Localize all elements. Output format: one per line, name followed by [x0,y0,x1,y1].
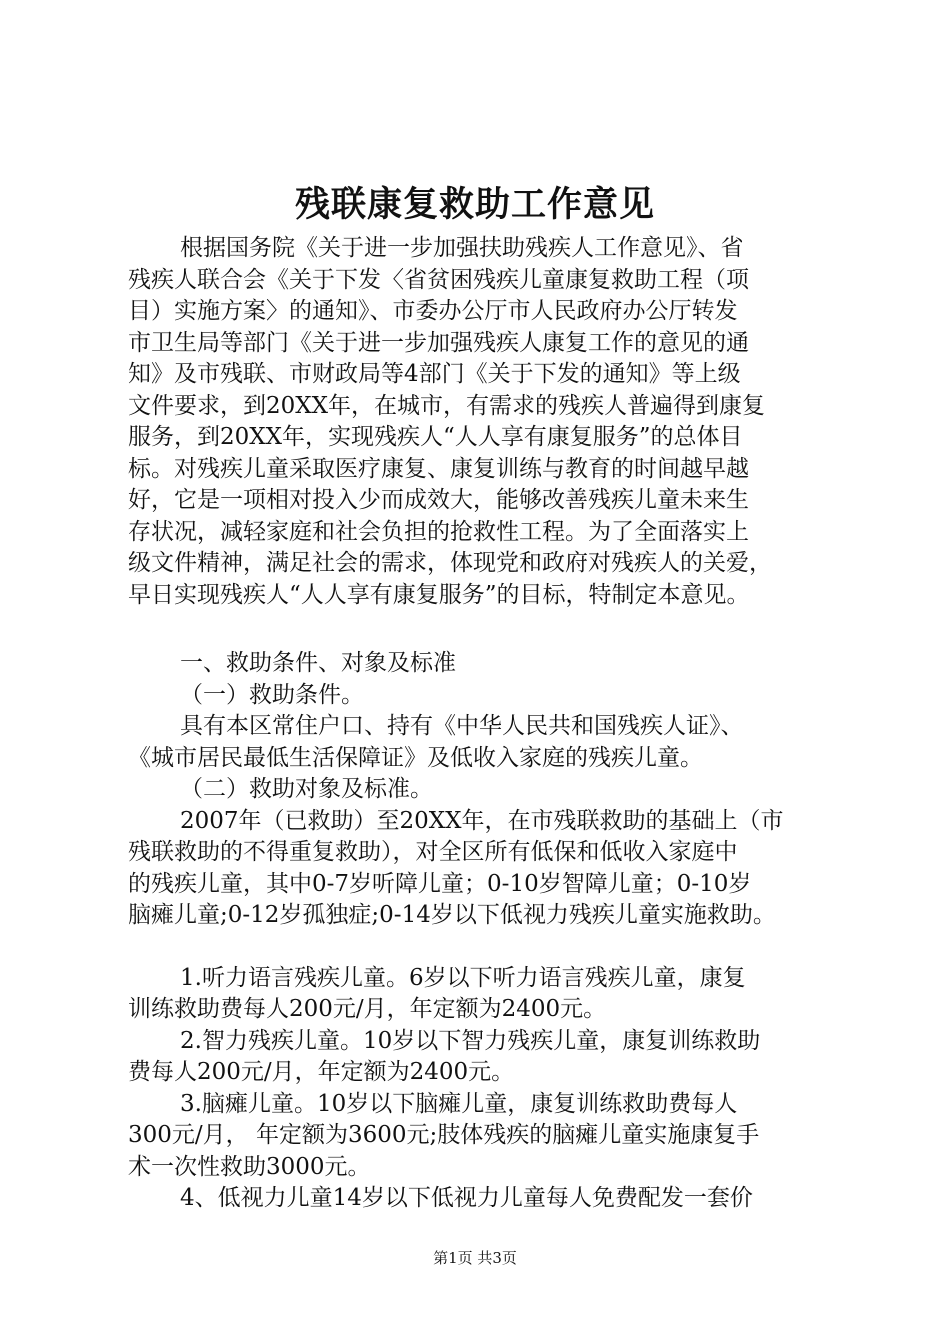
text-line: 具有本区常住户口、持有《中华人民共和国残疾人证》、 [180,713,744,739]
text-line: 标。对残疾儿童采取医疗康复、康复训练与教育的时间越早越 [128,455,749,482]
text-line: 费每人200元/月，年定额为2400元。 [128,1059,515,1085]
text-line: 级文件精神，满足社会的需求，体现党和政府对残疾人的关爱， [128,550,772,576]
text-line: 残疾人联合会《关于下发〈省贫困残疾儿童康复救助工程（项 [128,266,749,293]
text-line: 1.听力语言残疾儿童。6岁以下听力语言残疾儿童，康复 [180,964,746,991]
text-line: 早日实现残疾人“人人享有康复服务”的目标，特制定本意见。 [128,581,750,608]
text-line: 目）实施方案〉的通知》、市委办公厅市人民政府办公厅转发 [128,298,738,324]
text-line: 术一次性救助3000元。 [128,1153,371,1180]
text-line: 市卫生局等部门《关于进一步加强残疾人康复工作的意见的通 [128,329,749,356]
text-line: 3.脑瘫儿童。10岁以下脑瘫儿童，康复训练救助费每人 [180,1090,738,1117]
text-line: 300元/月， 年定额为3600元;肢体残疾的脑瘫儿童实施康复手 [128,1122,760,1148]
text-line: 服务，到20XX年，实现残疾人“人人享有康复服务”的总体目 [128,424,743,450]
intro-paragraph [128,233,828,611]
text-line: 残联救助的不得重复救助），对全区所有低保和低收入家庭中 [128,839,738,865]
paragraph-spacer [128,932,828,963]
subsection-heading: （二）救助对象及标准。 [180,776,433,802]
subsection-heading: （一）救助条件。 [180,681,364,708]
text-line: 文件要求，到20XX年，在城市，有需求的残疾人普遍得到康复 [128,392,766,419]
text-line: 的残疾儿童，其中0-7岁听障儿童；0-10岁智障儿童；0-10岁 [128,870,752,897]
text-line: 2.智力残疾儿童。10岁以下智力残疾儿童，康复训练救助 [180,1027,761,1054]
text-line: 2007年（已救助）至20XX年，在市残联救助的基础上（市 [180,807,784,834]
text-line: 知》及市残联、市财政局等4部门《关于下发的通知》等上级 [128,361,741,387]
text-line: 《城市居民最低生活保障证》及低收入家庭的残疾儿童。 [128,744,703,771]
text-line: 根据国务院《关于进一步加强扶助残疾人工作意见》、省 [180,235,744,261]
document-body [128,233,828,1215]
text-line: 4、低视力儿童14岁以下低视力儿童每人免费配发一套价 [180,1185,753,1211]
paragraph-spacer [128,611,828,648]
text-line: 脑瘫儿童;0-12岁孤独症;0-14岁以下低视力残疾儿童实施救助。 [128,902,776,928]
page-footer: 第1页 共3页 [433,1249,517,1267]
document-title: 残联康复救助工作意见 [294,184,655,225]
text-line: 存状况，减轻家庭和社会负担的抢救性工程。为了全面落实上 [128,518,749,545]
text-line: 好，它是一项相对投入少而成效大，能够改善残疾儿童未来生 [128,487,749,513]
text-line: 训练救助费每人200元/月，年定额为2400元。 [128,996,607,1022]
section-heading: 一、救助条件、对象及标准 [180,650,456,676]
